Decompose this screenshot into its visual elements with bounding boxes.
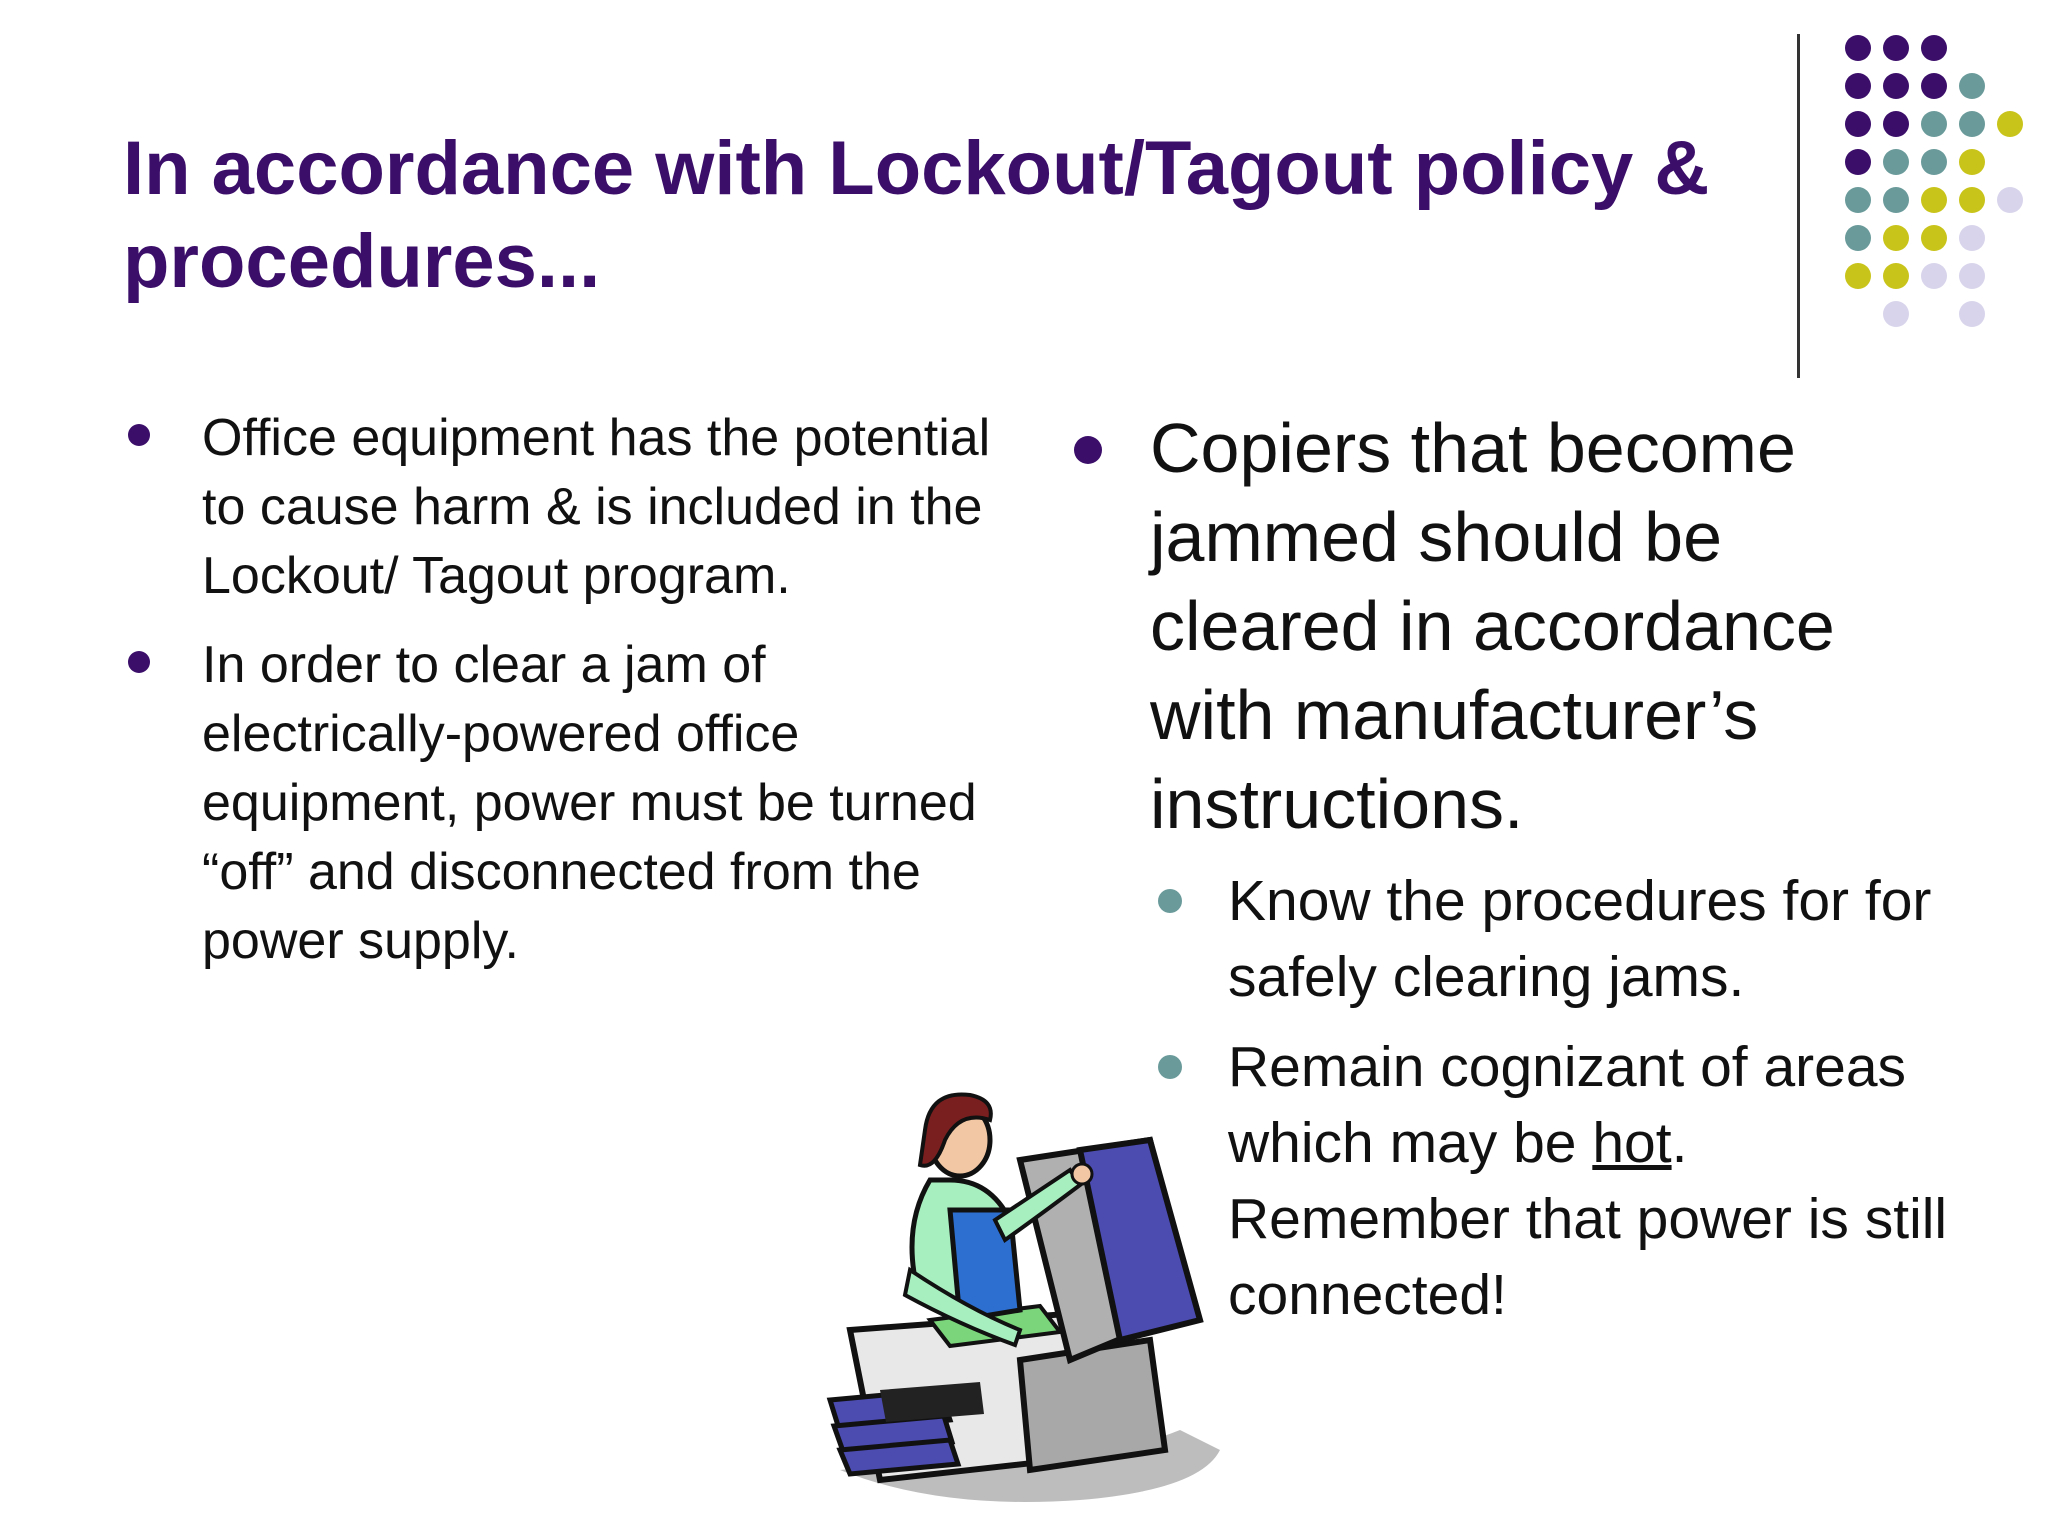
bullet-dot-icon xyxy=(128,651,150,673)
sub-continuation xyxy=(1150,1181,1964,1333)
decorative-dot xyxy=(1997,111,2023,137)
title-divider-line xyxy=(1797,34,1800,378)
sub-bullet-text: Know the procedures for for safely clearing jams. xyxy=(1228,869,1932,1009)
decorative-dot xyxy=(1921,111,1947,137)
decorative-dot xyxy=(1959,225,1985,251)
decorative-dot xyxy=(1883,149,1909,175)
decorative-dot xyxy=(1921,225,1947,251)
decorative-dot xyxy=(1883,35,1909,61)
decorative-dot xyxy=(1959,111,1985,137)
decorative-dot xyxy=(1959,73,1985,99)
sub-bullet-dot-icon xyxy=(1158,889,1182,913)
decorative-dot xyxy=(1845,187,1871,213)
right-bullet-list xyxy=(1064,404,1964,849)
bullet-dot-icon xyxy=(128,424,150,446)
left-bullet-list xyxy=(118,404,998,976)
decorative-dot xyxy=(1959,301,1985,327)
decorative-dot xyxy=(1845,35,1871,61)
decorative-dot xyxy=(1959,187,1985,213)
decorative-dot xyxy=(1959,263,1985,289)
decorative-dot xyxy=(1883,73,1909,99)
decorative-dot xyxy=(1921,263,1947,289)
left-bullet-text: Office equipment has the potential to cause harm & is included in the Lockout/ Tagout program. xyxy=(202,409,991,605)
decorative-dot xyxy=(1845,73,1871,99)
right-bullet-text: Copiers that become jammed should be cleared in accordance with manufacturer’s instructions. xyxy=(1150,409,1835,843)
right-bullet-item xyxy=(1064,404,1964,849)
decorative-dot xyxy=(1883,187,1909,213)
decorative-dot xyxy=(1845,111,1871,137)
decorative-dot xyxy=(1921,35,1947,61)
slide-title: In accordance with Lockout/Tagout policy & procedures... xyxy=(123,126,1710,304)
left-bullet-item xyxy=(118,404,998,611)
decorative-dot xyxy=(1883,301,1909,327)
decorative-dot xyxy=(1883,225,1909,251)
left-bullet-text: In order to clear a jam of electrically-powered office equipment, power must be turned “off” and disconnected from the power supply. xyxy=(202,636,977,970)
decorative-dot xyxy=(1845,263,1871,289)
hot-underlined-word: hot xyxy=(1592,1111,1672,1175)
decorative-dot xyxy=(1959,149,1985,175)
decorative-dot xyxy=(1845,149,1871,175)
sub-bullet-item xyxy=(1150,863,1964,1015)
decorative-dot xyxy=(1921,73,1947,99)
decorative-dot xyxy=(1883,263,1909,289)
sub-bullet-item xyxy=(1150,1029,1964,1181)
sub-continuation-text: Remember that power is still connected! xyxy=(1228,1187,1948,1327)
woman-clearing-copier-illustration-icon xyxy=(820,1070,1240,1510)
left-bullet-item xyxy=(118,631,998,976)
decorative-dot xyxy=(1845,225,1871,251)
decorative-dot xyxy=(1997,187,2023,213)
bullet-dot-icon xyxy=(1074,436,1102,464)
left-column xyxy=(118,404,998,996)
decorative-dot xyxy=(1921,187,1947,213)
sub-bullet-list xyxy=(1150,863,1964,1181)
sub-bullet-text-start: Remain cognizant of areas which may be xyxy=(1228,1035,1907,1175)
decorative-dot xyxy=(1883,111,1909,137)
sub-bullet-text-end: . xyxy=(1671,1111,1688,1175)
decorative-dot xyxy=(1921,149,1947,175)
